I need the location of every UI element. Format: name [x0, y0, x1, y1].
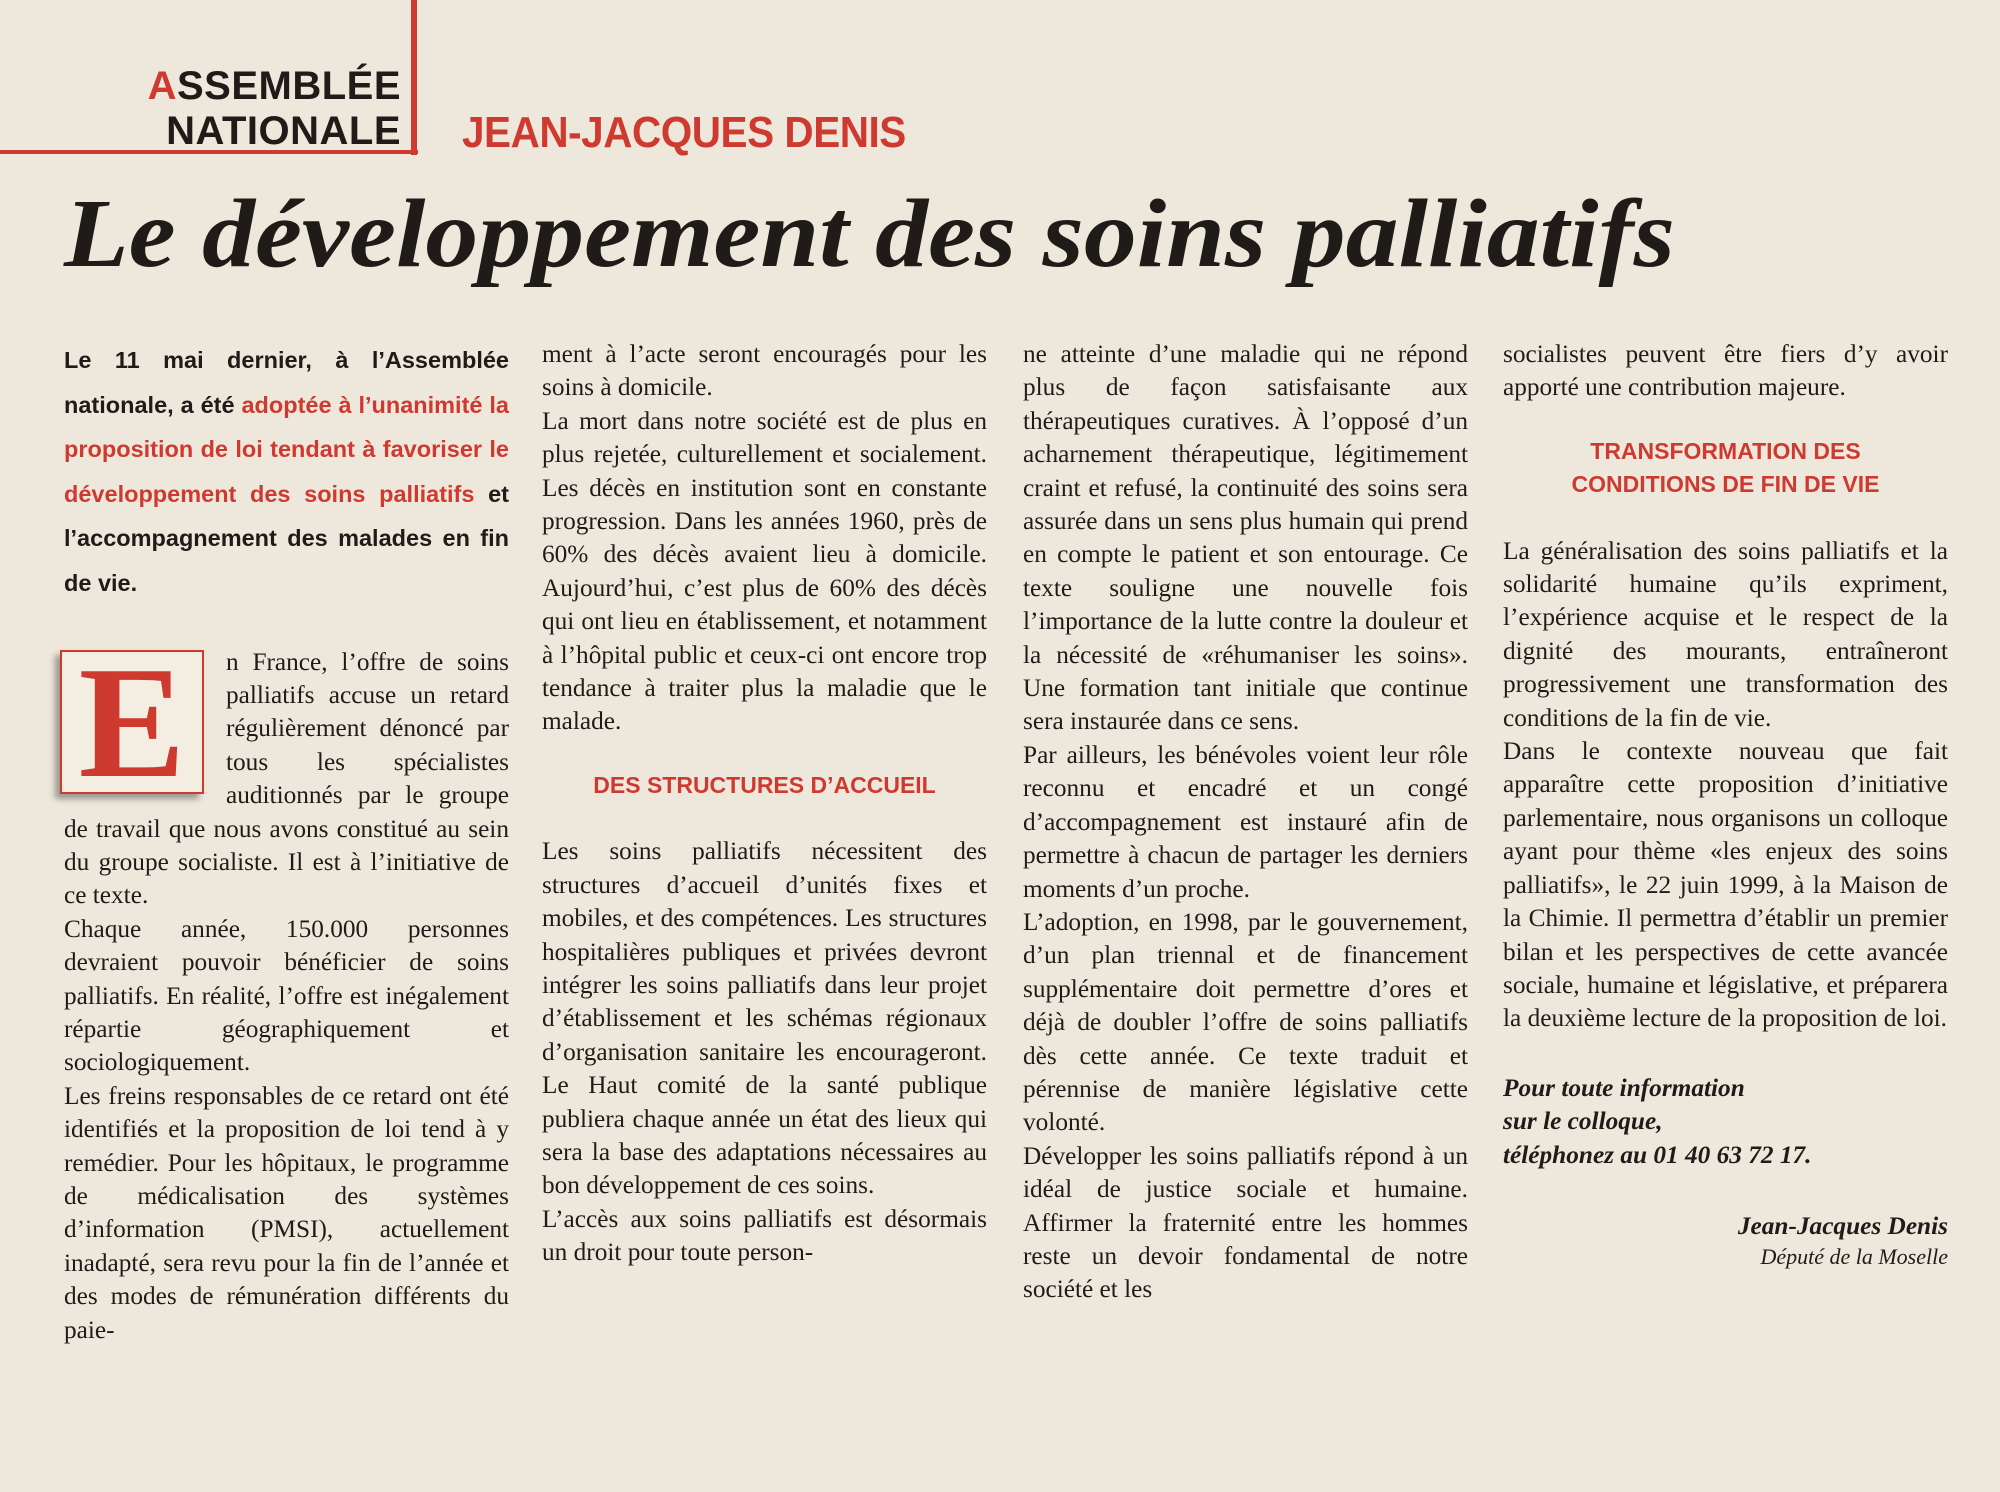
body-paragraph: Dans le contexte nouveau que fait apparaître cette proposition d’initiative parlementaire, nous organisons un colloque ayant pour thème «les enjeux des soins palliatifs», le 22 juin 1999, à la Maison de la Chimie. Il permettra d’établir un premier bilan et les perspectives de cette avancée sociale, humaine et législative, et préparera la deuxième lecture de la proposition de loi.	[1503, 737, 1948, 1033]
signature-name: Jean-Jacques Denis	[1737, 1211, 1948, 1240]
body-paragraph: La généralisation des soins palliatifs et la solidarité humaine qu’ils expriment, l’expérience acquise et le respect de la dignité des mourants, entraîneront progressivement une transformation des conditions de la fin de vie.	[1503, 536, 1948, 732]
rubric-line1: SSEMBLÉE	[176, 64, 401, 108]
signature	[1503, 1210, 1948, 1271]
column-3	[1023, 338, 1468, 1307]
lead-before: Le 11 mai dernier, à l’Assemblée nationale, a été	[64, 347, 509, 418]
column-4	[1503, 338, 1948, 1271]
contact-line1: Pour toute information	[1503, 1073, 1745, 1102]
section-rubric	[128, 64, 401, 154]
body-paragraph: L’accès aux soins palliatifs est désormais un droit pour toute person-	[542, 1204, 987, 1267]
intro-text: n France, l’offre de soins palliatifs accuse un retard régulièrement dénoncé par tous les spécialistes auditionnés par le groupe de travail que nous avons constitué au sein du groupe socialiste. Il est à l’initiative de ce texte.	[64, 647, 509, 910]
subheading-line2: CONDITIONS DE FIN DE VIE	[1571, 471, 1880, 498]
header-rule-vertical	[411, 0, 417, 155]
body-paragraph: La mort dans notre société est de plus en plus rejetée, culturellement et socialement. Les décès en institution sont en constante progression. Dans les années 1960, près de 60% des décès avaient lieu à domicile. Aujourd’hui, c’est plus de 60% des décès qui ont lieu en établissement, et notamment à l’hôpital public et ceux-ci ont encore trop tendance à traiter plus la maladie que le malade.	[542, 406, 987, 736]
lead-highlight: adoptée à l’unanimité la proposition de loi tendant à favoriser le développement des soins palliatifs	[64, 391, 509, 507]
intro-paragraph	[64, 632, 509, 913]
contact-info	[1503, 1072, 1948, 1172]
contact-line3: téléphonez au 01 40 63 72 17.	[1503, 1140, 1812, 1169]
body-paragraph: Chaque année, 150.000 personnes devraient pouvoir bénéficier de soins palliatifs. En réalité, l’offre est inégalement répartie géographiquement et sociologiquement.	[64, 914, 509, 1077]
rubric-line2: NATIONALE	[166, 109, 401, 153]
subheading	[1503, 435, 1948, 502]
body-paragraph: ment à l’acte seront encouragés pour les soins à domicile.	[542, 340, 987, 402]
author-name: JEAN-JACQUES DENIS	[462, 108, 906, 157]
body-paragraph: Les freins responsables de ce retard ont été identifiés et la proposition de loi tend à y remédier. Pour les hôpitaux, le programme de médicalisation des systèmes d’information (PMSI), actuellement inadapté, sera revu pour la fin de l’année et des modes de rémunération différents du paie-	[64, 1081, 509, 1344]
body-paragraph: L’adoption, en 1998, par le gouvernement, d’un plan triennal et de financement supplémentaire doit permettre d’ores et déjà de doubler l’offre de soins palliatifs dès cette année. Ce texte traduit et pérennise de manière législative cette volonté.	[1023, 907, 1468, 1137]
body-paragraph: Par ailleurs, les bénévoles voient leur rôle reconnu et encadré et un congé d’accompagnement est instauré afin de permettre à chacun de partager les derniers moments d’un proche.	[1023, 740, 1468, 903]
body-paragraph: ne atteinte d’une maladie qui ne répond plus de façon satisfaisante aux thérapeutiques curatives. À l’opposé d’un acharnement thérapeutique, légitimement craint et refusé, la continuité des soins sera assurée dans un sens plus humain qui prend en compte le patient et son entourage. Ce texte souligne une nouvelle fois l’importance de la lutte contre la douleur et la nécessité de «réhumaniser les soins». Une formation tant initiale que continue sera instaurée dans ce sens.	[1023, 340, 1468, 736]
contact-line2: sur le colloque,	[1503, 1107, 1663, 1136]
column-2	[542, 338, 987, 1270]
column-1	[64, 338, 509, 1347]
article-title: Le développement des soins palliatifs	[64, 180, 1675, 288]
rubric-initial: A	[147, 64, 177, 108]
body-paragraph: socialistes peuvent être fiers d’y avoir apporté une contribution majeure.	[1503, 340, 1948, 402]
signature-role: Député de la Moselle	[1760, 1244, 1948, 1270]
subheading-line1: TRANSFORMATION DES	[1590, 437, 1861, 464]
lead-after: et l’accompagnement des malades en fin de vie.	[64, 480, 509, 596]
lead-paragraph	[64, 338, 509, 606]
subheading: DES STRUCTURES D’ACCUEIL	[593, 771, 936, 798]
body-paragraph: Développer les soins palliatifs répond à un idéal de justice sociale et humaine. Affirmer la fraternité entre les hommes reste un devoir fondamental de notre société et les	[1023, 1141, 1468, 1304]
drop-cap: E	[60, 650, 204, 794]
body-paragraph: Les soins palliatifs nécessitent des structures d’accueil d’unités fixes et mobiles, et des compétences. Les structures hospitalières publiques et privées devront intégrer les soins palliatifs dans leur projet d’établissement et les schémas régionaux d’organisation sanitaire les encourageront. Le Haut comité de la santé publique publiera chaque année un état des lieux qui sera la base des adaptations nécessaires au bon développement de ces soins.	[542, 837, 987, 1200]
